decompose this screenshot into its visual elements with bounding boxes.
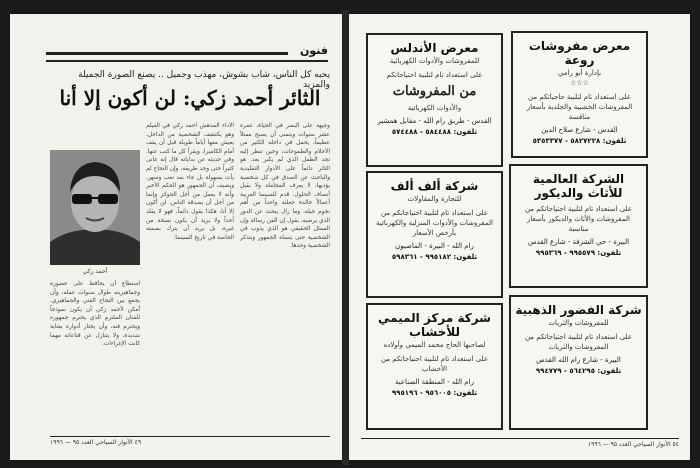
section-bar [46,52,288,55]
ad-rawaa-furniture [511,31,648,158]
ad-title: شركة الفضور الذهبية [515,303,642,317]
ad-body: على استعداد تام لتلبية احتياجاتكم من المفروشات والأدوات المنزلية والكهربائية بأرخص الأسعار [376,209,493,237]
section-header [46,46,328,62]
ad-alf-alf-company [366,171,503,298]
ad-international-furniture [509,164,648,288]
ad-phone: تلفون: ٩٩٥٥٧٩ - ٩٩٥٣٦٩ [535,249,622,257]
ad-title: شركة مركز الميمي للأخشاب [378,311,491,339]
ad-andalus-exhibition [366,33,503,167]
page-folio-right: ٥٤ الأنوار السياحي العدد ٩٥ — ١٩٩٦ [361,438,679,448]
ad-body: على استعداد تام لتلبية احتياجاتكم من الأخشاب [380,355,489,373]
ad-body: على استعداد تام لتلبية احتياجاتكم من المفروشات والثريات [524,333,633,351]
ad-phone: تلفون: ٥٦٤٢٩٥ - ٩٩٤٧٧٩ [535,367,622,375]
ad-mimi-wood-center [366,303,503,430]
ad-body: على استعداد تام لتلبية حاجياتكم من المفروشات الخشبية والجلدية بأسعار منافسة [526,93,633,121]
article-column-left: استطاع أن يحافظ على حضوره وجماهيريته طوال سنوات عمله، وأن يجمع بين النجاح الفني والجماهيري. أمكن لأحمد زكي أن يكون نموذجاً للفنان الملتزم الذي يحترم جمهوره ويحترم فنه، وأن يختار أدواره بعناية شديدة، ولا يتنازل عن قناعاته مهما كانت الإغراءات. [50,281,140,348]
article-columns [50,122,330,404]
ad-location: القدس - طريق رام الله - مقابل همشير [377,117,492,125]
ad-location: البيرة - شارع رام الله القدس [536,356,621,364]
article-column-right: وجيهة على البصر في الحياة، عمره عشر سنوات ويتمنى أن يصبح ممثلاً عظيماً، يحمل في داخله الكثير من الأحلام والطموحات، وحين تنظر إليه تجد الطفل الذي لم يكبر بعد. هو الثائر دائماً على الأدوار التقليدية والباحث عن الصدق في كل شخصية يؤديها، لا يعرف المجاملة ولا يقبل أنصاف الحلول. قدم للسينما العربية أعمالاً خالدة جعلته واحداً من أهم نجوم جيله، وما زال يبحث عن الدور الذي يرضيه. يقول إن الفن رسالة وإن الممثل الحقيقي هو الذي يذوب في الشخصية حتى ينساه الجمهور ويتذكر الشخصية وحدها. [240,123,330,250]
photo-caption: أحمد زكي [82,268,108,275]
article-subheadline: يحبه كل الناس، شاب بشوش، مهذب وجميل .. يصنع الصورة الجميلة والمزيد [78,70,330,90]
ad-title: معرض مفروشات روعة [528,39,631,67]
page-folio-left: ٤٩ الأنوار السياحي العدد ٩٥ — ١٩٩٦ [50,436,330,446]
ad-phone: تلفون: ٩٩٥١٨٢ - ٥٩٨٣٦١ [391,253,478,261]
ad-subtitle: للمفروشات والثريات [548,319,609,327]
ad-phone: تلفون: ٥٨٢٧٢٢٨ - ٥٣٥٣٣٧٧ [532,137,627,145]
ad-title: معرض الأندلس [390,41,479,55]
ad-title: شركة ألف ألف [390,179,479,193]
portrait-photo [50,150,140,265]
left-page-article [10,14,342,460]
ad-body: على استعداد تام لتلبية احتياجاتكم من المفروشات والأثاث والديكور بأسعار مناسبة [524,205,633,233]
right-page-ads [349,14,690,460]
stars-decoration: ☆☆☆ [570,79,589,87]
article-headline: الثائر أحمد زكي: لن أكون إلا أنا [59,86,321,110]
ad-golden-fadour [509,295,648,430]
ad-location: رام الله - المنطقة الصناعية [395,378,474,386]
ad-extra: والأدوات الكهربائية [407,104,462,112]
ad-title: الشركة العالمية للأثاث والديكور [532,172,625,200]
article-column-middle: الأداء المدهش أحمد زكي في الفيلم وهو يكتشف الشخصية من الداخل، يعيش معها أياماً طويلة قبل أن يقف أمام الكاميرا، ويقرأ كل ما كتب عنها. وفي حديثه عن بداياته قال إنه عانى كثيراً حتى وجد طريقه، وإن النجاح لم يأت بسهولة بل جاء بعد تعب وسهر. ويضيف أن الجمهور هو الحكم الأخير وأنه لا يعمل من أجل الجوائز وإنما من أجل أن يصدقه الناس. لن أكون إلا أنا، هكذا يقول دائماً، فهو لا يقلد أحداً ولا يريد أن يكون نسخة من غيره، بل يريد أن يترك بصمته الخاصة في تاريخ السينما. [146,123,234,241]
ad-highlight: من المفروشات [392,84,477,99]
ad-subtitle: لصاحبها الحاج محمد الميمي وأولاده [383,341,486,349]
ad-body: على استعداد تام لتلبية احتياجاتكم [386,71,483,79]
magazine-spine [342,10,349,465]
ad-location: رام الله - البيرة - الماصيون [395,242,474,250]
ad-phone: تلفون: ٩٥٦٠٠٥ - ٩٩٥١٩٦ [391,389,478,397]
ad-subtitle: للمفروشات والأدوات الكهربائية [389,57,480,65]
ad-phone: تلفون: ٥٨٤٤٨٨ - ٥٧٤٤٨٨ [391,128,478,136]
portrait-illustration [50,150,140,265]
ad-subtitle: للتجارة والمقاولات [407,195,462,203]
ad-subtitle: بإدارة أبو رامي [557,69,602,77]
ad-location: البيرة - حي الشرفة - شارع القدس [527,238,630,246]
section-title: فنون [300,44,328,57]
ad-location: القدس - شارع صلاح الدين [541,126,618,134]
